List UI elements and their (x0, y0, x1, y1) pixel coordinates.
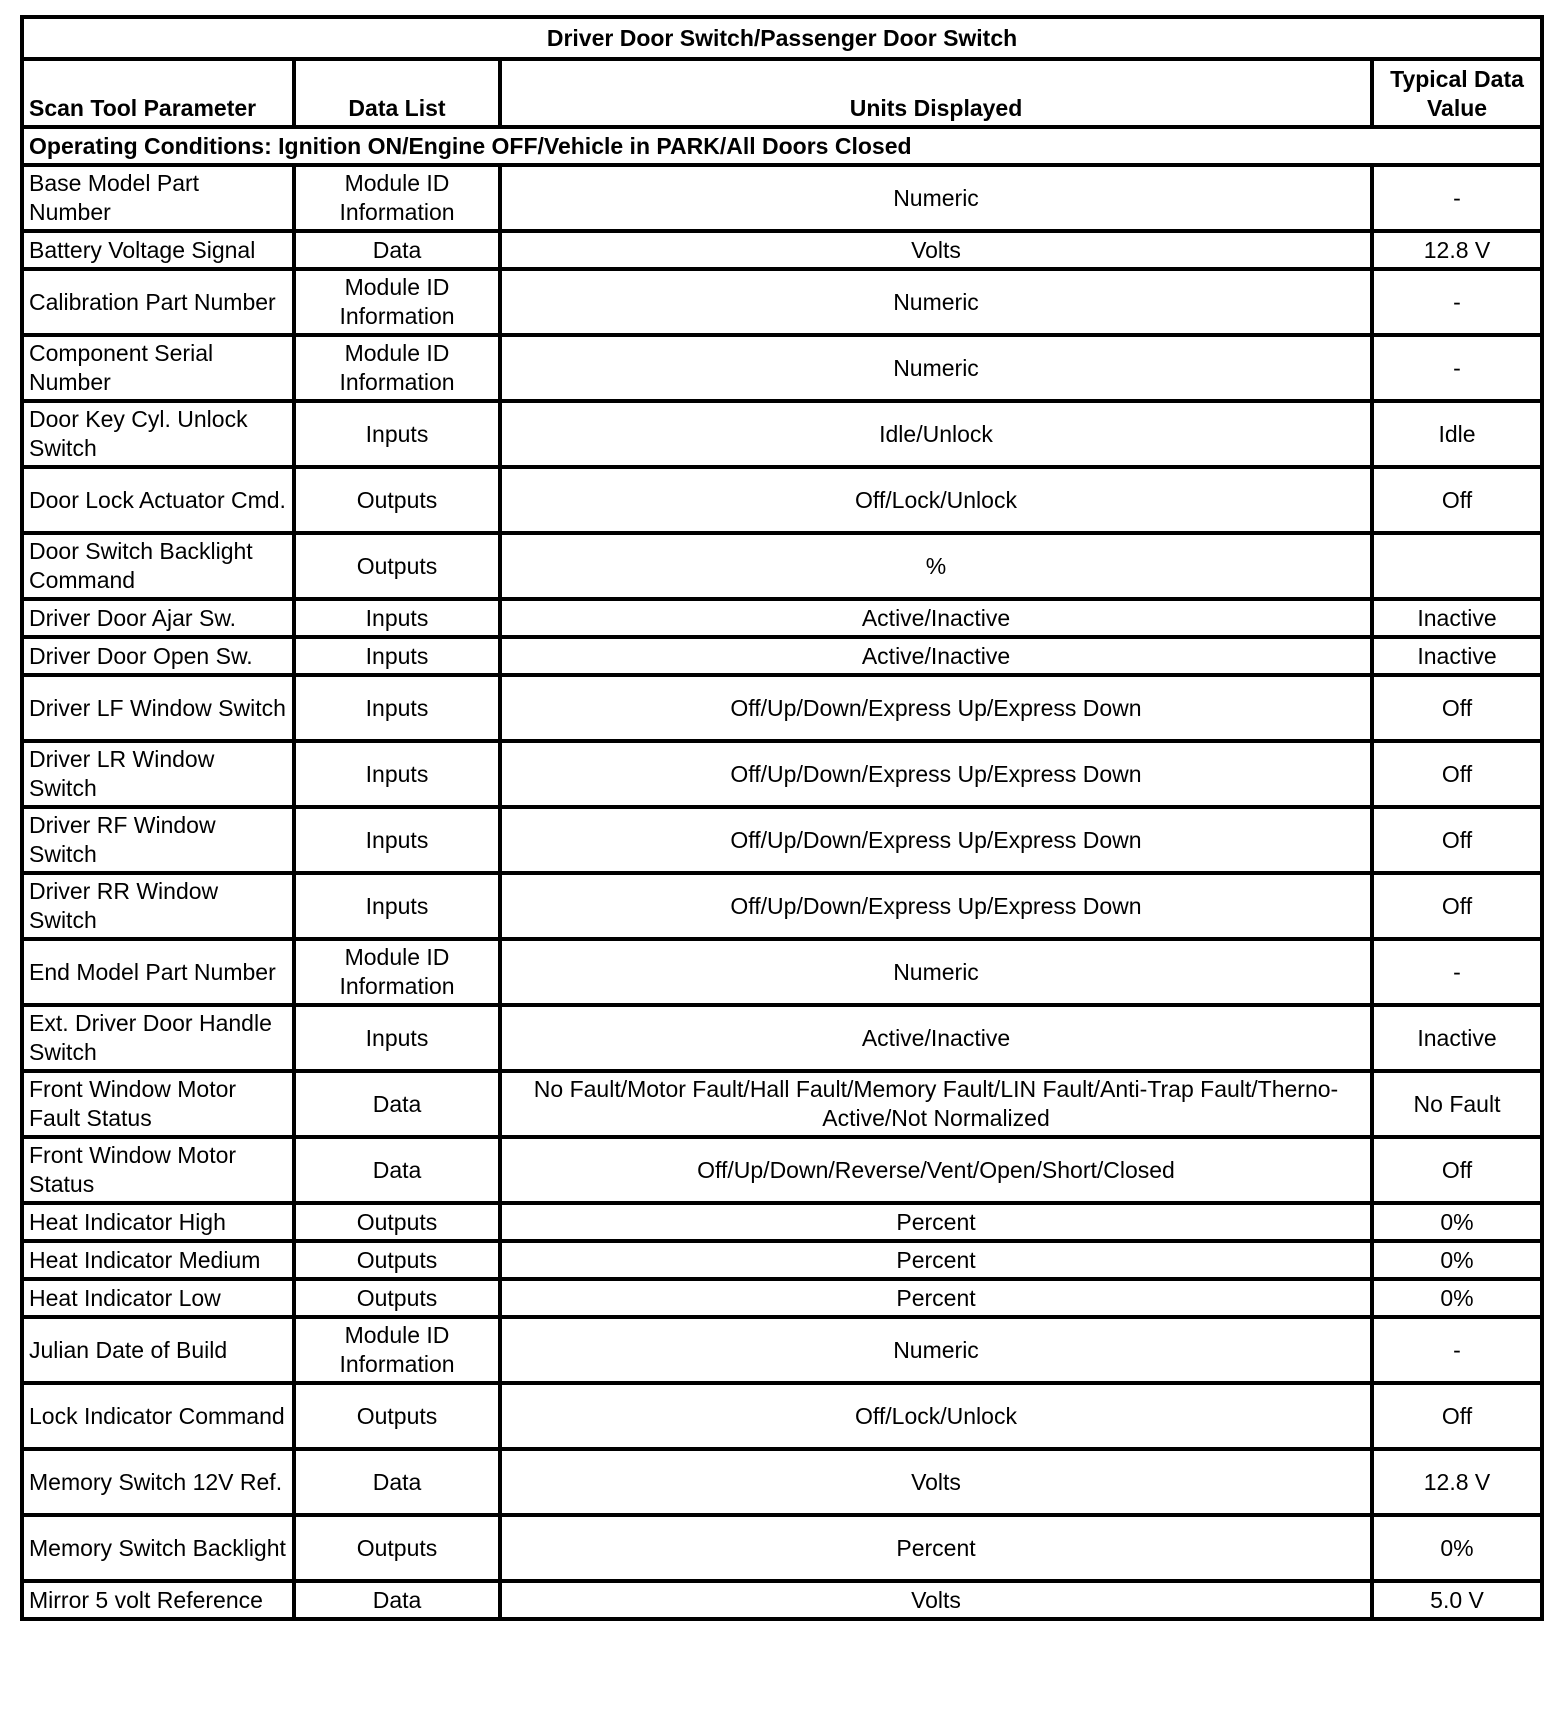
data-list-cell: Inputs (294, 1005, 500, 1071)
typical-value-cell: 12.8 V (1372, 1449, 1542, 1515)
typical-value-cell: Off (1372, 807, 1542, 873)
data-list-cell: Inputs (294, 599, 500, 637)
table-row (22, 939, 1542, 1005)
data-list-cell: Data (294, 1137, 500, 1203)
table-row (22, 1137, 1542, 1203)
operating-conditions: Operating Conditions: Ignition ON/Engine OFF/Vehicle in PARK/All Doors Closed (22, 127, 1542, 165)
typical-value-cell: - (1372, 1317, 1542, 1383)
table-row (22, 637, 1542, 675)
units-displayed-cell: Numeric (500, 939, 1372, 1005)
units-displayed-cell: Active/Inactive (500, 1005, 1372, 1071)
typical-value-cell: 0% (1372, 1279, 1542, 1317)
parameter-cell: Memory Switch 12V Ref. (22, 1449, 294, 1515)
data-list-cell: Inputs (294, 675, 500, 741)
column-header-row (22, 59, 1542, 127)
units-displayed-cell: Active/Inactive (500, 599, 1372, 637)
data-list-cell: Outputs (294, 1203, 500, 1241)
data-list-cell: Data (294, 1071, 500, 1137)
typical-value-cell: 5.0 V (1372, 1581, 1542, 1619)
units-displayed-cell: % (500, 533, 1372, 599)
parameter-cell: Memory Switch Backlight (22, 1515, 294, 1581)
data-list-cell: Outputs (294, 533, 500, 599)
header-typical-data-value (1372, 59, 1542, 127)
parameter-cell: Driver RR Window Switch (22, 873, 294, 939)
table-title: Driver Door Switch/Passenger Door Switch (22, 17, 1542, 59)
units-displayed-cell: Off/Up/Down/Express Up/Express Down (500, 675, 1372, 741)
typical-value-cell: Off (1372, 741, 1542, 807)
parameter-cell: Heat Indicator Low (22, 1279, 294, 1317)
parameter-cell: Ext. Driver Door Handle Switch (22, 1005, 294, 1071)
table-row (22, 675, 1542, 741)
header-typical-data-value-line1: Typical Data (1390, 66, 1524, 92)
typical-value-cell: - (1372, 269, 1542, 335)
typical-value-cell: Inactive (1372, 599, 1542, 637)
parameter-cell: Heat Indicator High (22, 1203, 294, 1241)
typical-value-cell: Off (1372, 873, 1542, 939)
units-displayed-cell: Active/Inactive (500, 637, 1372, 675)
header-units-displayed: Units Displayed (500, 59, 1372, 127)
parameter-cell: Door Lock Actuator Cmd. (22, 467, 294, 533)
typical-value-cell: Off (1372, 467, 1542, 533)
parameter-cell: End Model Part Number (22, 939, 294, 1005)
table-row (22, 269, 1542, 335)
typical-value-cell: 0% (1372, 1203, 1542, 1241)
data-list-cell: Outputs (294, 1279, 500, 1317)
table-row (22, 1515, 1542, 1581)
parameter-cell: Battery Voltage Signal (22, 231, 294, 269)
data-list-cell: Inputs (294, 873, 500, 939)
table-title-row (22, 17, 1542, 59)
typical-value-cell: Idle (1372, 401, 1542, 467)
data-list-cell: Outputs (294, 1383, 500, 1449)
data-list-cell: Module ID Information (294, 269, 500, 335)
parameter-cell: Front Window Motor Fault Status (22, 1071, 294, 1137)
typical-value-cell: 0% (1372, 1241, 1542, 1279)
parameter-cell: Door Key Cyl. Unlock Switch (22, 401, 294, 467)
data-list-cell: Module ID Information (294, 165, 500, 231)
units-displayed-cell: Volts (500, 231, 1372, 269)
parameter-cell: Lock Indicator Command (22, 1383, 294, 1449)
units-displayed-cell: Numeric (500, 335, 1372, 401)
table-row (22, 1241, 1542, 1279)
typical-value-cell: - (1372, 335, 1542, 401)
table-row (22, 335, 1542, 401)
parameter-cell: Driver RF Window Switch (22, 807, 294, 873)
units-displayed-cell: Off/Up/Down/Express Up/Express Down (500, 873, 1372, 939)
units-displayed-cell: Off/Up/Down/Reverse/Vent/Open/Short/Closed (500, 1137, 1372, 1203)
table-row (22, 1203, 1542, 1241)
table-row (22, 1449, 1542, 1515)
units-displayed-cell: No Fault/Motor Fault/Hall Fault/Memory Fault/LIN Fault/Anti-Trap Fault/Therno-Active/Not Normalized (500, 1071, 1372, 1137)
data-list-cell: Data (294, 1449, 500, 1515)
units-displayed-cell: Percent (500, 1279, 1372, 1317)
typical-value-cell: - (1372, 939, 1542, 1005)
parameter-cell: Driver LF Window Switch (22, 675, 294, 741)
table-row (22, 1279, 1542, 1317)
operating-conditions-row (22, 127, 1542, 165)
table-row (22, 1071, 1542, 1137)
units-displayed-cell: Percent (500, 1203, 1372, 1241)
header-typical-data-value-line2: Value (1426, 95, 1488, 121)
table-row (22, 1581, 1542, 1619)
scan-tool-data-table (20, 15, 1544, 1621)
units-displayed-cell: Off/Lock/Unlock (500, 1383, 1372, 1449)
table-row (22, 467, 1542, 533)
header-data-list: Data List (294, 59, 500, 127)
data-list-cell: Outputs (294, 1241, 500, 1279)
parameter-cell: Component Serial Number (22, 335, 294, 401)
typical-value-cell: Inactive (1372, 1005, 1542, 1071)
units-displayed-cell: Numeric (500, 269, 1372, 335)
data-list-cell: Module ID Information (294, 939, 500, 1005)
data-list-cell: Outputs (294, 1515, 500, 1581)
data-list-cell: Inputs (294, 637, 500, 675)
table-row (22, 1005, 1542, 1071)
data-list-cell: Inputs (294, 741, 500, 807)
typical-value-cell: 12.8 V (1372, 231, 1542, 269)
typical-value-cell: Inactive (1372, 637, 1542, 675)
parameter-cell: Heat Indicator Medium (22, 1241, 294, 1279)
table-row (22, 1317, 1542, 1383)
parameter-cell: Front Window Motor Status (22, 1137, 294, 1203)
typical-value-cell: 0% (1372, 1515, 1542, 1581)
data-list-cell: Module ID Information (294, 335, 500, 401)
parameter-cell: Driver Door Open Sw. (22, 637, 294, 675)
units-displayed-cell: Off/Up/Down/Express Up/Express Down (500, 741, 1372, 807)
parameter-cell: Mirror 5 volt Reference (22, 1581, 294, 1619)
units-displayed-cell: Off/Up/Down/Express Up/Express Down (500, 807, 1372, 873)
data-list-cell: Inputs (294, 401, 500, 467)
table-row (22, 1383, 1542, 1449)
table-row (22, 231, 1542, 269)
typical-value-cell: No Fault (1372, 1071, 1542, 1137)
data-list-cell: Data (294, 1581, 500, 1619)
typical-value-cell: - (1372, 165, 1542, 231)
parameter-cell: Julian Date of Build (22, 1317, 294, 1383)
units-displayed-cell: Off/Lock/Unlock (500, 467, 1372, 533)
typical-value-cell: Off (1372, 1383, 1542, 1449)
typical-value-cell: Off (1372, 675, 1542, 741)
typical-value-cell: Off (1372, 1137, 1542, 1203)
units-displayed-cell: Volts (500, 1449, 1372, 1515)
parameter-cell: Base Model Part Number (22, 165, 294, 231)
table-row (22, 401, 1542, 467)
units-displayed-cell: Percent (500, 1515, 1372, 1581)
table-row (22, 533, 1542, 599)
units-displayed-cell: Percent (500, 1241, 1372, 1279)
table-row (22, 165, 1542, 231)
data-list-cell: Module ID Information (294, 1317, 500, 1383)
data-list-cell: Data (294, 231, 500, 269)
typical-value-cell (1372, 533, 1542, 599)
units-displayed-cell: Idle/Unlock (500, 401, 1372, 467)
table-row (22, 807, 1542, 873)
units-displayed-cell: Volts (500, 1581, 1372, 1619)
parameter-cell: Door Switch Backlight Command (22, 533, 294, 599)
units-displayed-cell: Numeric (500, 1317, 1372, 1383)
header-scan-tool-parameter: Scan Tool Parameter (22, 59, 294, 127)
units-displayed-cell: Numeric (500, 165, 1372, 231)
parameter-cell: Driver LR Window Switch (22, 741, 294, 807)
parameter-cell: Calibration Part Number (22, 269, 294, 335)
table-row (22, 599, 1542, 637)
data-list-cell: Inputs (294, 807, 500, 873)
table-row (22, 741, 1542, 807)
table-body (22, 165, 1542, 1619)
parameter-cell: Driver Door Ajar Sw. (22, 599, 294, 637)
data-list-cell: Outputs (294, 467, 500, 533)
table-row (22, 873, 1542, 939)
